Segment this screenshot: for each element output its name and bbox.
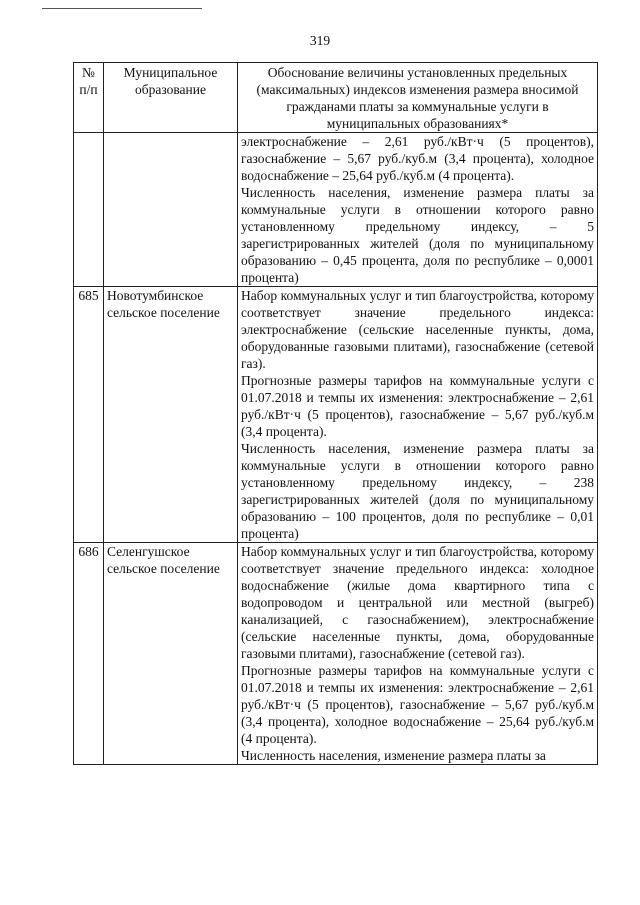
- justification-paragraph: Набор коммунальных услуг и тип благоустройства, которому соответствует значение предельного индекса: электроснабжение (сельские населенные пункты, дома, оборудованные газовыми плитами), газоснабжение (сетевой газ).: [241, 288, 594, 371]
- justification-paragraph: Численность населения, изменение размера платы за: [241, 748, 546, 763]
- header-municipality: Муниципальное образование: [104, 63, 238, 133]
- tariff-justification-table: [73, 62, 598, 765]
- row-number: 686: [74, 543, 104, 765]
- justification-paragraph: Численность населения, изменение размера платы за коммунальные услуги в отношении которого равно установленному предельному индексу, – 238 зарегистрированных жителей (доля по муниципальному образованию – 100 процентов, доля по республике – 0,01 процента): [241, 441, 594, 541]
- row-number: [74, 133, 104, 287]
- row-justification: [238, 133, 598, 287]
- row-justification: [238, 287, 598, 543]
- table-row: [74, 133, 598, 287]
- top-rule: [42, 8, 202, 9]
- justification-paragraph: Прогнозные размеры тарифов на коммунальные услуги с 01.07.2018 и темпы их изменения: электроснабжение – 2,61 руб./кВт·ч (5 процентов), газоснабжение – 5,67 руб./куб.м (3,4 процента), холодное водоснабжение – 25,64 руб./куб.м (4 процента).: [241, 663, 594, 746]
- justification-paragraph: электроснабжение – 2,61 руб./кВт·ч (5 процентов), газоснабжение – 5,67 руб./куб.м (3,4 процента), холодное водоснабжение – 25,64 руб./куб.м (4 процента).: [241, 134, 594, 183]
- row-municipality: Селенгушское сельское поселение: [104, 543, 238, 765]
- row-justification: [238, 543, 598, 765]
- page-number: 319: [309, 33, 331, 48]
- header-num: № п/п: [74, 63, 104, 133]
- justification-paragraph: Прогнозные размеры тарифов на коммунальные услуги с 01.07.2018 и темпы их изменения: электроснабжение – 2,61 руб./кВт·ч (5 процентов), газоснабжение – 5,67 руб./куб.м (3,4 процента).: [241, 373, 594, 439]
- row-municipality: [104, 133, 238, 287]
- table-row: [74, 543, 598, 765]
- header-justification: Обоснование величины установленных предельных (максимальных) индексов изменения размера вносимой гражданами платы за коммунальные услуги в муниципальных образованиях*: [238, 63, 598, 133]
- table-row: [74, 287, 598, 543]
- justification-paragraph: Численность населения, изменение размера платы за коммунальные услуги в отношении которого равно установленному предельному индексу, – 5 зарегистрированных жителей (доля по муниципальному образованию – 0,45 процента, доля по республике – 0,0001 процента): [241, 185, 594, 285]
- justification-paragraph: Набор коммунальных услуг и тип благоустройства, которому соответствует значение предельного индекса: холодное водоснабжение (жилые дома квартирного типа с водопроводом и центральной или местной (выгреб) канализацией, с газоснабжением), электроснабжение (сельские населенные пункты, дома, оборудованные газовыми плитами), газоснабжение (сетевой газ).: [241, 544, 594, 661]
- row-number: 685: [74, 287, 104, 543]
- row-municipality: Новотумбинское сельское поселение: [104, 287, 238, 543]
- table-header-row: [74, 63, 598, 133]
